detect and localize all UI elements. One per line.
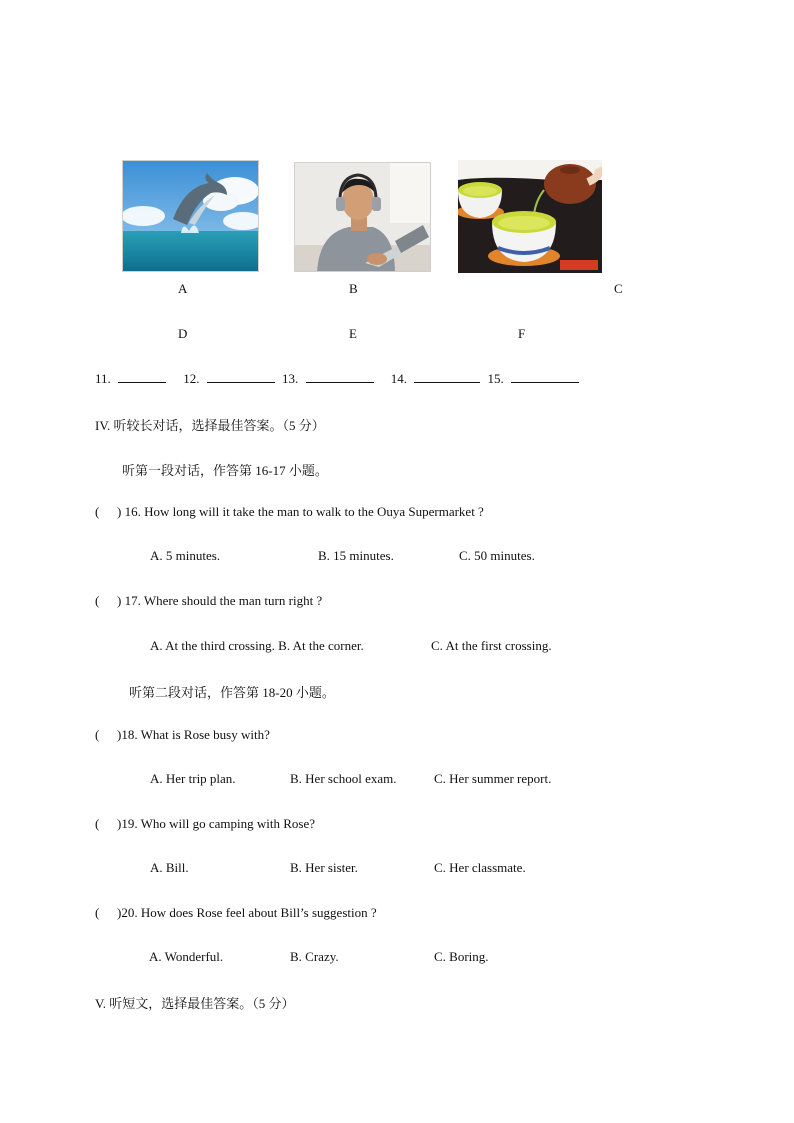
option-17-c: C. At the first crossing. [431, 638, 552, 653]
picture-label-d: D [178, 326, 188, 341]
option-20-b: B. Crazy. [290, 949, 339, 964]
question-18-stem: 18. What is Rose busy with? [121, 727, 270, 742]
question-18: ( )18. What is Rose busy with? [95, 727, 270, 742]
answer-blanks-row [95, 370, 585, 387]
question-17-stem: 17. Where should the man turn right ? [121, 593, 323, 608]
question-16: ( ) 16. How long will it take the man to walk to the Ouya Supermarket ? [95, 504, 484, 519]
dialog-2-instruction: 听第二段对话，作答第 18-20 小题。 [129, 685, 335, 700]
option-18-b: B. Her school exam. [290, 771, 397, 786]
answer-12-label: 12. [183, 371, 200, 386]
option-18-c: C. Her summer report. [434, 771, 552, 786]
picture-label-c: C [614, 281, 623, 296]
section-4-title: IV. 听较长对话，选择最佳答案。（5 分） [95, 418, 325, 433]
answer-11-label: 11. [95, 371, 111, 386]
question-19: ( )19. Who will go camping with Rose? [95, 816, 315, 831]
option-16-c: C. 50 minutes. [459, 548, 535, 563]
question-20: ( )20. How does Rose feel about Bill’s suggestion ? [95, 905, 377, 920]
answer-15-label: 15. [487, 371, 504, 386]
tea-cup-icon [458, 160, 602, 273]
option-19-b: B. Her sister. [290, 860, 358, 875]
question-19-stem: 19. Who will go camping with Rose? [121, 816, 315, 831]
section-5-title: V. 听短文，选择最佳答案。（5 分） [95, 996, 295, 1011]
dolphin-photo [122, 160, 259, 272]
answer-paren-18[interactable]: ( [95, 727, 100, 742]
answer-paren-17[interactable]: ( [95, 593, 100, 608]
option-17-a-b: A. At the third crossing. B. At the corner. [150, 638, 364, 653]
picture-label-a: A [178, 281, 188, 296]
option-20-a: A. Wonderful. [149, 949, 224, 964]
answer-11-blank[interactable] [118, 370, 166, 383]
question-16-stem: 16. How long will it take the man to walk to the Ouya Supermarket ? [121, 504, 484, 519]
answer-14-label: 14. [390, 371, 408, 386]
green-tea-photo [458, 160, 602, 273]
option-19-c: C. Her classmate. [434, 860, 526, 875]
option-19-a: A. Bill. [150, 860, 189, 875]
picture-label-e: E [349, 326, 357, 341]
question-17: ( ) 17. Where should the man turn right ? [95, 593, 323, 608]
option-16-a: A. 5 minutes. [150, 548, 221, 563]
answer-15-blank[interactable] [511, 370, 579, 383]
dialog-1-instruction: 听第一段对话，作答第 16-17 小题。 [122, 463, 328, 478]
man-with-headphones-photo [294, 162, 431, 272]
answer-paren-19[interactable]: ( [95, 816, 100, 831]
option-18-a: A. Her trip plan. [150, 771, 236, 786]
person-icon [295, 163, 431, 272]
answer-14-blank[interactable] [414, 370, 480, 383]
answer-paren-20[interactable]: ( [95, 905, 100, 920]
answer-paren-16[interactable]: ( [95, 504, 100, 519]
answer-13-label: 13. [282, 371, 299, 386]
picture-label-b: B [349, 281, 358, 296]
dolphin-icon [123, 161, 259, 272]
option-16-b: B. 15 minutes. [318, 548, 394, 563]
picture-label-f: F [518, 326, 526, 341]
answer-13-blank[interactable] [306, 370, 374, 383]
answer-12-blank[interactable] [207, 370, 275, 383]
option-20-c: C. Boring. [434, 949, 489, 964]
question-20-stem: 20. How does Rose feel about Bill’s suggestion ? [121, 905, 377, 920]
